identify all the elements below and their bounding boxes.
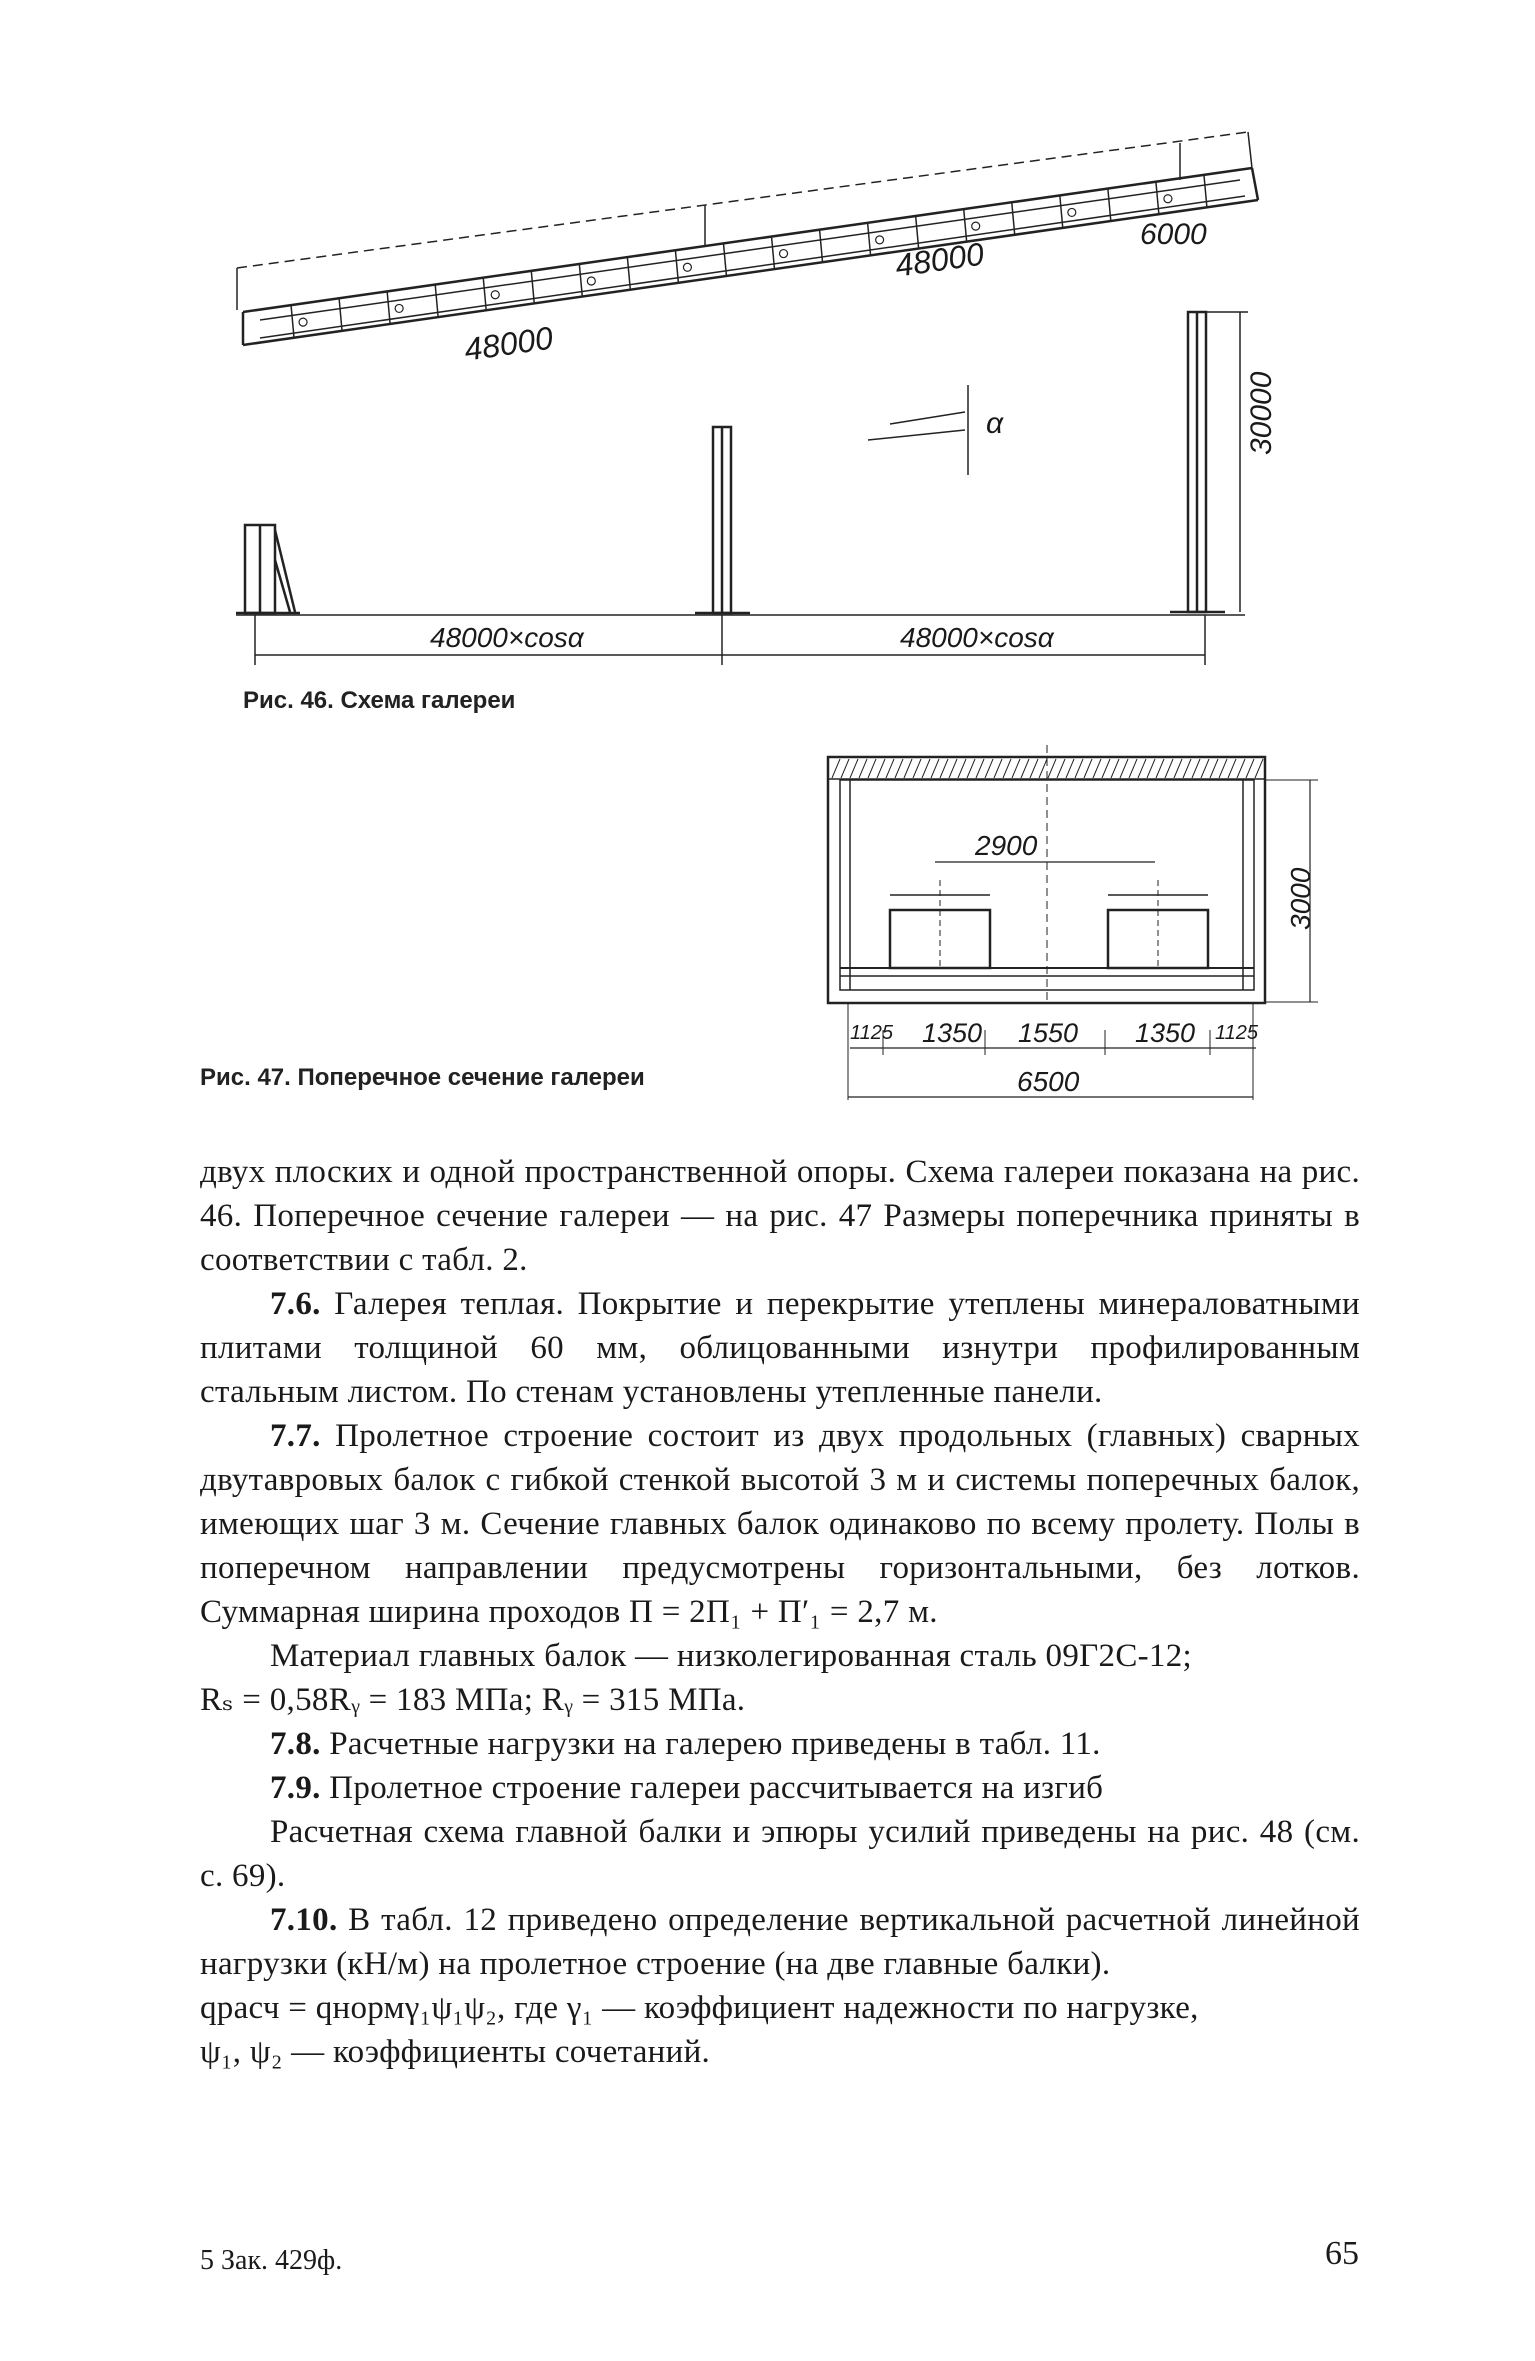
hatch-line xyxy=(1111,759,1119,778)
hatch-line xyxy=(1093,759,1101,778)
paragraph-7-8 xyxy=(200,1722,1360,1766)
dim-base-left: 48000×cosα xyxy=(430,622,584,653)
hatch-line xyxy=(1246,759,1254,778)
hatch-line xyxy=(922,759,930,778)
dim-section-height: 3000 xyxy=(1285,867,1316,930)
hatch-line xyxy=(1030,759,1038,778)
dim-w2: 1350 xyxy=(922,1018,983,1048)
hatch-line xyxy=(1237,759,1245,778)
hatch-line xyxy=(1228,759,1236,778)
hatch-line xyxy=(1201,759,1209,778)
hatch-line xyxy=(1084,759,1092,778)
paragraph-7-10 xyxy=(200,1898,1360,1986)
hatch-line xyxy=(1147,759,1155,778)
hatch-line xyxy=(985,759,993,778)
para-number: 7.9. xyxy=(270,1770,321,1806)
paragraph-formula: qрасч = qнормγ₁ψ₁ψ₂, где γ₁ — коэффициент надежности по нагрузке, xyxy=(200,1990,1199,2026)
hatch-line xyxy=(1075,759,1083,778)
hatch-line xyxy=(850,759,858,778)
body-text xyxy=(200,1150,1360,2074)
paragraph-text: Пролетное строение состоит из двух продольных (главных) сварных двутавровых балок с гибкой стенкой высотой 3 м и системы поперечных балок, имеющих шаг 3 м. Сечение главных балок одинаково по всему пролету. Полы в поперечном направлении предусмотрены горизонтальными, без лотков. Суммарная ширина проходов П = 2П₁ + П′₁ = 2,7 м. xyxy=(200,1418,1360,1630)
hatch-line xyxy=(967,759,975,778)
dim-total: 6500 xyxy=(1017,1066,1080,1097)
paragraph-formula-2: ψ₁, ψ₂ — коэффициенты сочетаний. xyxy=(200,2034,711,2070)
hatch-line xyxy=(1192,759,1200,778)
paragraph-text: Расчетные нагрузки на галерею приведены в табл. 11. xyxy=(329,1726,1101,1762)
hatch-line xyxy=(868,759,876,778)
paragraph-scheme: Расчетная схема главной балки и эпюры усилий приведены на рис. 48 (см. с. 69). xyxy=(200,1814,1360,1894)
paragraph-material-formula: Rₛ = 0,58Rᵧ = 183 МПа; Rᵧ = 315 МПа. xyxy=(200,1682,746,1718)
hatch-line xyxy=(1066,759,1074,778)
para-number: 7.10. xyxy=(270,1902,338,1938)
figure-47-cross-section xyxy=(0,0,1535,1150)
dim-w3: 1550 xyxy=(1018,1018,1079,1048)
hatch-line xyxy=(1129,759,1137,778)
hatch-line xyxy=(958,759,966,778)
para-number: 7.8. xyxy=(270,1726,321,1762)
dim-span-right: 48000 xyxy=(893,235,987,284)
paragraph-7-6 xyxy=(200,1282,1360,1414)
paragraph-1: двух плоских и одной пространственной опоры. Схема галереи показана на рис. 46. Поперечное сечение галереи — на рис. 47 Размеры поперечника приняты в соответствии с табл. 2. xyxy=(200,1154,1360,1278)
hatch-line xyxy=(1048,759,1056,778)
hatch-line xyxy=(940,759,948,778)
hatch-line xyxy=(1102,759,1110,778)
dim-end: 6000 xyxy=(1140,218,1207,251)
hatch-line xyxy=(1219,759,1227,778)
hatch-line xyxy=(859,759,867,778)
hatch-line xyxy=(1138,759,1146,778)
hatch-line xyxy=(886,759,894,778)
dim-w5: 1125 xyxy=(1215,1022,1259,1044)
hatch-line xyxy=(1156,759,1164,778)
dim-span-left: 48000 xyxy=(462,319,556,368)
paragraph-material: Материал главных балок — низколегированная сталь 09Г2С-12; xyxy=(270,1638,1192,1674)
figure-47-caption: Рис. 47. Поперечное сечение галереи xyxy=(200,1064,645,1091)
hatch-line xyxy=(1165,759,1173,778)
hatch-line xyxy=(1057,759,1065,778)
paragraph-7-7 xyxy=(200,1414,1360,1634)
hatch-line xyxy=(895,759,903,778)
hatch-line xyxy=(949,759,957,778)
hatch-line xyxy=(1255,759,1263,778)
footer-order-number: 5 Зак. 429ф. xyxy=(200,2245,343,2276)
dim-w1: 1125 xyxy=(850,1022,894,1044)
dim-w4: 1350 xyxy=(1135,1018,1196,1048)
hatch-line xyxy=(877,759,885,778)
para-number: 7.7. xyxy=(270,1418,321,1454)
figure-46-caption: Рис. 46. Схема галереи xyxy=(243,687,516,714)
dim-angle-alpha: α xyxy=(986,407,1004,440)
conveyor-left xyxy=(890,880,990,968)
hatch-line xyxy=(1210,759,1218,778)
para-number: 7.6. xyxy=(270,1286,321,1322)
hatch-line xyxy=(1120,759,1128,778)
paragraph-7-9 xyxy=(200,1766,1360,1810)
hatch-line xyxy=(1003,759,1011,778)
hatch-line xyxy=(913,759,921,778)
dim-inner: 2900 xyxy=(975,830,1038,861)
hatch-line xyxy=(931,759,939,778)
hatch-line xyxy=(994,759,1002,778)
hatch-line xyxy=(976,759,984,778)
hatch-line xyxy=(1174,759,1182,778)
hatch-line xyxy=(1012,759,1020,778)
conveyor-right xyxy=(1108,880,1208,968)
hatch-line xyxy=(1039,759,1047,778)
paragraph-text: Пролетное строение галереи рассчитывается на изгиб xyxy=(329,1770,1104,1806)
hatch-line xyxy=(841,759,849,778)
dim-height: 30000 xyxy=(1245,371,1278,455)
hatch-line xyxy=(1021,759,1029,778)
dim-base-right: 48000×cosα xyxy=(900,622,1054,653)
hatch-line xyxy=(1183,759,1191,778)
hatch-line xyxy=(832,759,840,778)
paragraph-text: В табл. 12 приведено определение вертикальной расчетной линейной нагрузки (кН/м) на пролетное строение (на две главные балки). xyxy=(200,1902,1360,1982)
paragraph-text: Галерея теплая. Покрытие и перекрытие утеплены минераловатными плитами толщиной 60 мм, облицованными изнутри профилированным стальным листом. По стенам установлены утепленные панели. xyxy=(200,1286,1360,1410)
hatch-line xyxy=(904,759,912,778)
page-number: 65 xyxy=(1325,2235,1359,2272)
